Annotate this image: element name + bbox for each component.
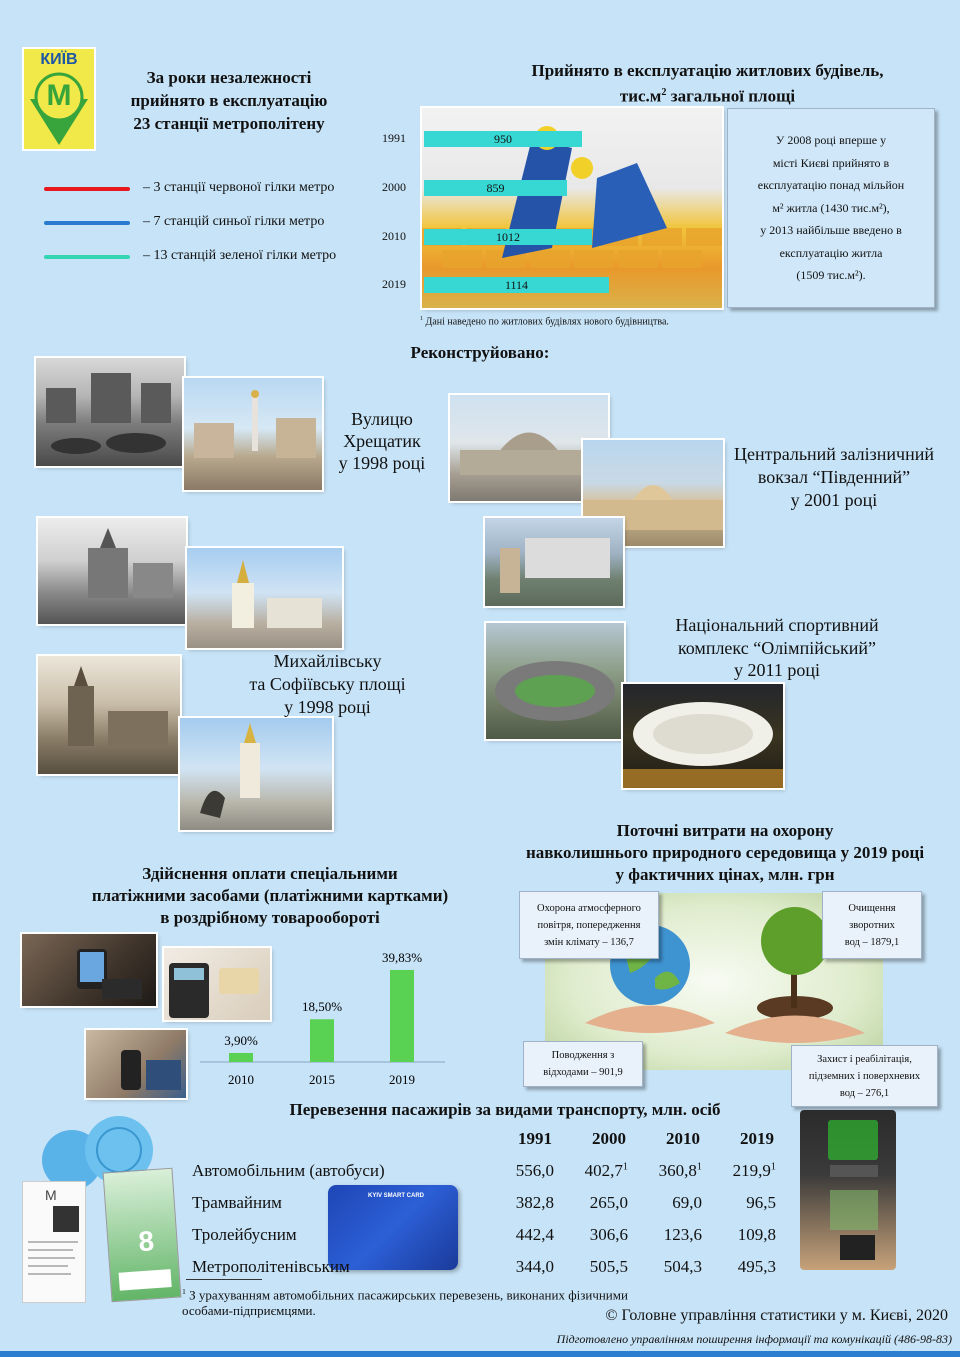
caption-line: Михайлівську: [273, 651, 382, 671]
cell: 402,7$^1$: [584, 1161, 628, 1180]
year-header: 2019: [740, 1129, 774, 1148]
legend-blue: – 7 станцій синьої гілки метро: [143, 214, 325, 229]
red-line-swatch: [44, 187, 130, 191]
olympic-new-photo: [623, 684, 783, 788]
payments-title-line: платіжними засобами (платіжними картками): [91, 886, 449, 905]
payment-value-label: 39,83%: [381, 949, 423, 965]
callout-line: вод – 1879,1: [844, 936, 900, 948]
housing-title: [480, 60, 935, 108]
caption-line: вокзал “Південний”: [757, 467, 911, 487]
housing-bar: 1012: [424, 229, 592, 245]
payment-year-label: 2015: [309, 1072, 335, 1087]
caption-line: та Софіївську площі: [249, 674, 406, 694]
kyiv-metro-logo: [22, 47, 96, 151]
caption-line: Хрещатик: [343, 431, 421, 451]
table-row: [190, 1219, 776, 1251]
caption-line: у 1998 році: [338, 453, 426, 473]
payment-bar: [390, 970, 414, 1062]
copyright-text: © Головне управління статистики у м. Києві, 2020: [605, 1307, 948, 1324]
environment-title-line: навколишнього природного середовища у 2019 році: [525, 843, 925, 862]
metro-title-line: 23 станції метрополітену: [133, 114, 325, 133]
reconstructed-title: Реконструйовано:: [410, 343, 550, 362]
callout-line: місті Києві прийнято в: [772, 155, 890, 170]
cell: 360,8$^1$: [658, 1161, 702, 1180]
cell: 96,5: [746, 1193, 776, 1212]
environment-title-line: у фактичних цінах, млн. грн: [615, 865, 835, 884]
caption-line: у 2001 році: [790, 490, 878, 510]
housing-bar-year: 2010: [382, 229, 406, 243]
trolleybus-ticket-photo: [103, 1168, 182, 1303]
prepared-by-text: Підготовлено управлінням поширення інформації та комунікацій (486-98-83): [556, 1332, 952, 1346]
groundwater-callout: [791, 1045, 938, 1107]
caption-line: Центральний залізничний: [733, 444, 934, 464]
cell: 556,0: [515, 1161, 554, 1180]
row-label: Автомобільним (автобуси): [192, 1161, 385, 1180]
cell: 306,6: [589, 1225, 628, 1244]
housing-bar: 1114: [424, 277, 609, 293]
callout-line: експлуатацію житла: [779, 245, 883, 260]
metro-title-line: прийнято в експлуатацію: [130, 91, 328, 110]
sofiivska-new-photo: [180, 718, 332, 830]
blue-line-swatch: [44, 221, 130, 225]
callout-line: У 2008 році вперше у: [775, 133, 887, 148]
contactless-payment-photo: [86, 1030, 186, 1098]
cell: 505,5: [589, 1257, 628, 1276]
housing-bar-year: 1991: [382, 131, 406, 145]
validator-photo: [800, 1110, 896, 1270]
logo-city-text: КИЇВ: [40, 51, 78, 68]
payments-title-line: Здійснення оплати спеціальними: [142, 864, 398, 883]
payments-chart-svg: [200, 930, 450, 1092]
payment-bar: [310, 1019, 334, 1062]
row-label: Тролейбусним: [192, 1225, 297, 1244]
payment-year-label: 2019: [389, 1072, 415, 1087]
table-row: [190, 1251, 776, 1283]
caption-line: у 1998 році: [284, 697, 371, 717]
bottom-accent-bar: [0, 1351, 960, 1357]
transport-table: [190, 1123, 776, 1283]
callout-line: вод – 276,1: [839, 1087, 890, 1099]
caption-line: Національний спортивний: [675, 615, 879, 635]
callout-line: повітря, попередження: [537, 919, 641, 931]
caption-line: комплекс “Олімпійський”: [677, 637, 877, 658]
svg-text:8: 8: [137, 1225, 156, 1258]
housing-title-line1: Прийнято в експлуатацію житлових будівель,: [531, 61, 884, 80]
cell: 344,0: [515, 1257, 554, 1276]
table-row: [190, 1187, 776, 1219]
cell: 382,8: [515, 1193, 554, 1212]
row-label: Трамвайним: [192, 1193, 282, 1212]
green-line-swatch: [44, 255, 130, 259]
environment-title: [480, 820, 960, 886]
station-caption: [724, 443, 944, 512]
cell: 504,3: [663, 1257, 702, 1276]
payments-chart: [200, 930, 450, 1092]
housing-callout: [727, 108, 935, 308]
year-header: 2000: [592, 1129, 626, 1148]
housing-bar-year: 2000: [382, 180, 406, 194]
cell: 265,0: [589, 1193, 628, 1212]
cell: 495,3: [737, 1257, 776, 1276]
cell: 109,8: [737, 1225, 776, 1244]
callout-line: відходами – 901,9: [543, 1067, 623, 1078]
payment-year-label: 2010: [228, 1072, 254, 1087]
metro-title: [100, 66, 358, 135]
housing-bar: 950: [424, 131, 582, 147]
smart-card-label: KYIV SMART CARD: [368, 1193, 425, 1199]
legend-green: – 13 станцій зеленої гілки метро: [143, 248, 337, 263]
housing-bar: 859: [424, 180, 567, 196]
environment-title-line: Поточні витрати на охорону: [616, 821, 834, 840]
logo-letter: М: [46, 79, 72, 112]
metro-title-line: За роки незалежності: [146, 68, 312, 87]
year-header: 2010: [666, 1129, 700, 1148]
callout-line: підземних і поверхневих: [808, 1070, 921, 1082]
housing-footnote: $^1$ Дані наведено по житлових будівлях нового будівництва.: [420, 316, 669, 328]
station-aerial-photo: [485, 518, 623, 606]
sofiivska-old-photo: [38, 656, 180, 774]
callout-line: у 2013 найбільше введено в: [760, 223, 902, 238]
cell: 442,4: [515, 1225, 554, 1244]
callout-line: Очищення: [848, 902, 896, 914]
callout-line: експлуатацію понад мільйон: [757, 178, 905, 193]
callout-line: (1509 тис.м²).: [796, 268, 866, 283]
row-label: Метрополітенівським: [192, 1257, 350, 1276]
caption-line: Вулицю: [351, 409, 413, 429]
khreshchatyk-old-photo: [36, 358, 184, 466]
table-row: [190, 1155, 776, 1187]
water-callout: [822, 891, 922, 959]
housing-title-line2: $тис.м^2$ загальної площі: [619, 86, 796, 106]
transport-title: Перевезення пасажирів за видами транспорту, млн. осіб: [289, 1100, 721, 1119]
paper-ticket-photo: [22, 1181, 86, 1303]
olympic-old-photo: [486, 623, 624, 739]
cell: 69,0: [672, 1193, 702, 1212]
callout-line: Поводження з: [551, 1050, 615, 1061]
transport-footnote: $^1$ З урахуванням автомобільних пасажирських перевезень, виконаних фізичними особами-підприємцями.: [182, 1287, 628, 1319]
legend-red: – 3 станції червоної гілки метро: [143, 180, 335, 195]
payment-bar: [229, 1053, 253, 1062]
callout-line: Охорона атмосферного: [537, 902, 641, 914]
callout-line: змін клімату – 136,7: [544, 936, 634, 948]
khreshchatyk-caption: [322, 408, 442, 474]
mykhailivska-new-photo: [187, 548, 342, 648]
waste-callout: [523, 1041, 643, 1087]
mykhailivska-old-photo: [38, 518, 186, 624]
cell: 219,9$^1$: [732, 1161, 776, 1180]
callout-line: зворотних: [849, 919, 895, 931]
callout-line: м² житла (1430 тис.м²),: [772, 200, 890, 215]
caption-line: у 2011 році: [734, 660, 820, 680]
olympic-caption: [662, 614, 892, 682]
payments-title-line: в роздрібному товарообороті: [160, 908, 380, 927]
year-header: 1991: [518, 1129, 552, 1148]
khreshchatyk-new-photo: [184, 378, 322, 490]
footnote-divider: [186, 1279, 262, 1280]
squares-caption: [240, 650, 415, 719]
payments-title: [40, 863, 500, 929]
air-callout: [519, 891, 659, 959]
transport-header-row: [190, 1123, 776, 1155]
callout-line: Захист і реабілітація,: [817, 1053, 912, 1065]
housing-bar-year: 2019: [382, 277, 406, 291]
svg-text:М: М: [45, 1187, 57, 1203]
payment-value-label: 3,90%: [224, 1032, 258, 1048]
cell: 123,6: [663, 1225, 702, 1244]
payment-value-label: 18,50%: [301, 999, 343, 1015]
phone-payment-photo: [22, 934, 156, 1006]
